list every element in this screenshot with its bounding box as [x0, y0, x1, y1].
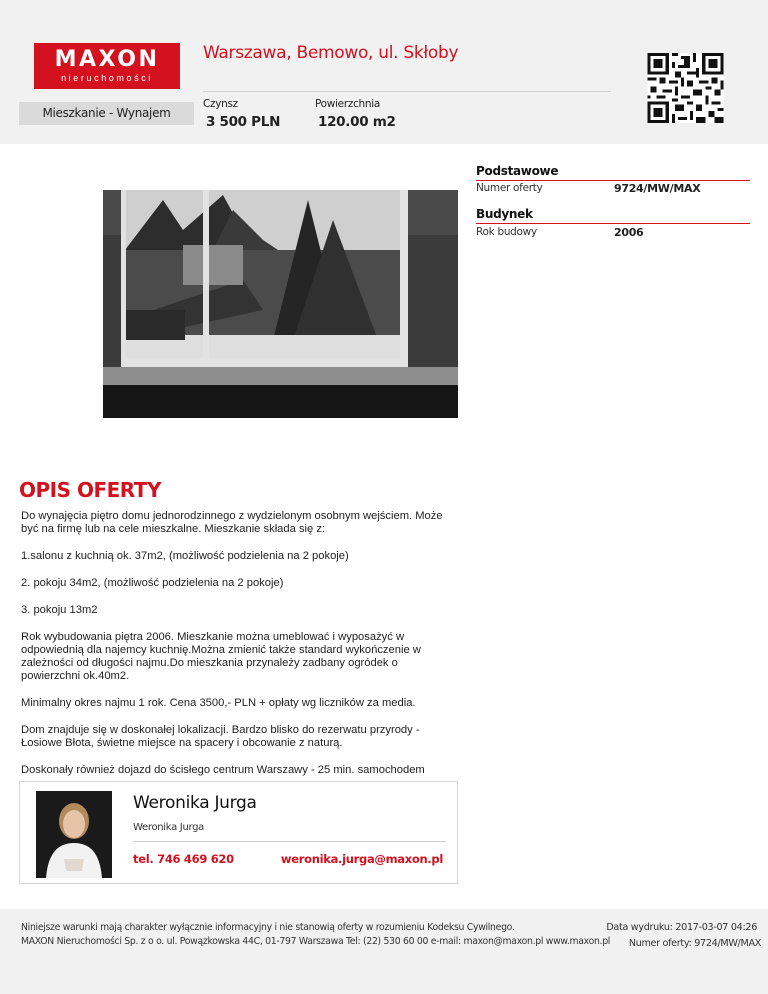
description-paragraph: 1.salonu z kuchnią ok. 37m2, (możliwość podzielenia na 2 pokoje): [21, 550, 349, 562]
agent-subtitle: Weronika Jurga: [133, 822, 205, 833]
logo-sub-text: nieruchomości: [61, 73, 153, 83]
description-paragraph: Dom znajduje się w doskonałej lokalizacji. Bardzo blisko do rezerwatu przyrody - Łosiowe Błota, świetne miejsce na spacery i obcowanie z naturą.: [21, 724, 420, 749]
agent-name: Weronika Jurga: [133, 793, 257, 813]
description-title: OPIS OFERTY: [19, 478, 161, 502]
param-value-offer-number: 9724/MW/MAX: [614, 182, 701, 195]
area-value: 120.00 m2: [318, 114, 396, 130]
header: [0, 0, 768, 144]
footer-print-date: Data wydruku: 2017-03-07 04:26: [606, 922, 757, 933]
description-paragraph: Rok wybudowania piętra 2006. Mieszkanie można umeblować i wyposażyć w odpowiednią dla najemcy kuchnię.Można zmienić także standard wykończenie w zależności od długości najmu.Do mieszkania przynależy zadbany ogródek o powierzchni ok.40m2.: [21, 631, 421, 682]
property-address: Warszawa, Bemowo, ul. Skłoby: [203, 43, 459, 63]
description-paragraph: 3. pokoju 13m2: [21, 604, 98, 616]
footer-offer-number: Numer oferty: 9724/MW/MAX: [628, 938, 761, 949]
rent-label: Czynsz: [203, 98, 238, 110]
description-paragraph: 2. pokoju 34m2, (możliwość podzielenia na 2 pokoje): [21, 577, 284, 589]
header-divider: [203, 91, 611, 92]
qr-code-icon: [647, 53, 724, 123]
description-paragraph: Do wynajęcia piętro domu jednorodzinnego z wydzielonym osobnym wejściem. Może być na firmę lub na cele mieszkalne. Mieszkanie składa się z:: [21, 510, 443, 535]
agent-phone-link[interactable]: tel. 746 469 620: [133, 852, 234, 866]
logo-main-text: MAXON: [54, 47, 160, 72]
property-photo[interactable]: [103, 190, 458, 418]
description-paragraph: Minimalny okres najmu 1 rok. Cena 3500,- PLN + opłaty wg liczników za media.: [21, 697, 416, 709]
maxon-logo[interactable]: [34, 43, 180, 89]
param-label-offer-number: Numer oferty: [476, 182, 543, 194]
footer: [0, 909, 768, 994]
param-value-build-year: 2006: [614, 226, 644, 239]
agent-avatar: [36, 791, 112, 878]
footer-company-info: MAXON Nieruchomości Sp. z o o. ul. Powązkowska 44C, 01-797 Warszawa Tel: (22) 530 60 00 e-mail: maxon@maxon.pl www.maxon.pl: [21, 936, 611, 947]
section-title-basic: Podstawowe: [476, 164, 750, 181]
param-label-build-year: Rok budowy: [476, 226, 537, 238]
section-title-building: Budynek: [476, 207, 750, 224]
description-paragraph: Doskonały również dojazd do ścisłego centrum Warszawy - 25 min. samochodem: [21, 764, 425, 776]
property-type-badge: Mieszkanie - Wynajem: [19, 102, 194, 125]
agent-card: [19, 781, 458, 884]
area-label: Powierzchnia: [315, 98, 381, 110]
agent-divider: [133, 841, 446, 842]
agent-email-link[interactable]: weronika.jurga@maxon.pl: [280, 852, 443, 866]
footer-disclaimer: Niniejsze warunki mają charakter wyłącznie informacyjny i nie stanowią oferty w rozumieniu Kodeksu Cywilnego.: [21, 922, 515, 933]
description-body: [21, 510, 451, 791]
rent-value: 3 500 PLN: [206, 114, 281, 130]
